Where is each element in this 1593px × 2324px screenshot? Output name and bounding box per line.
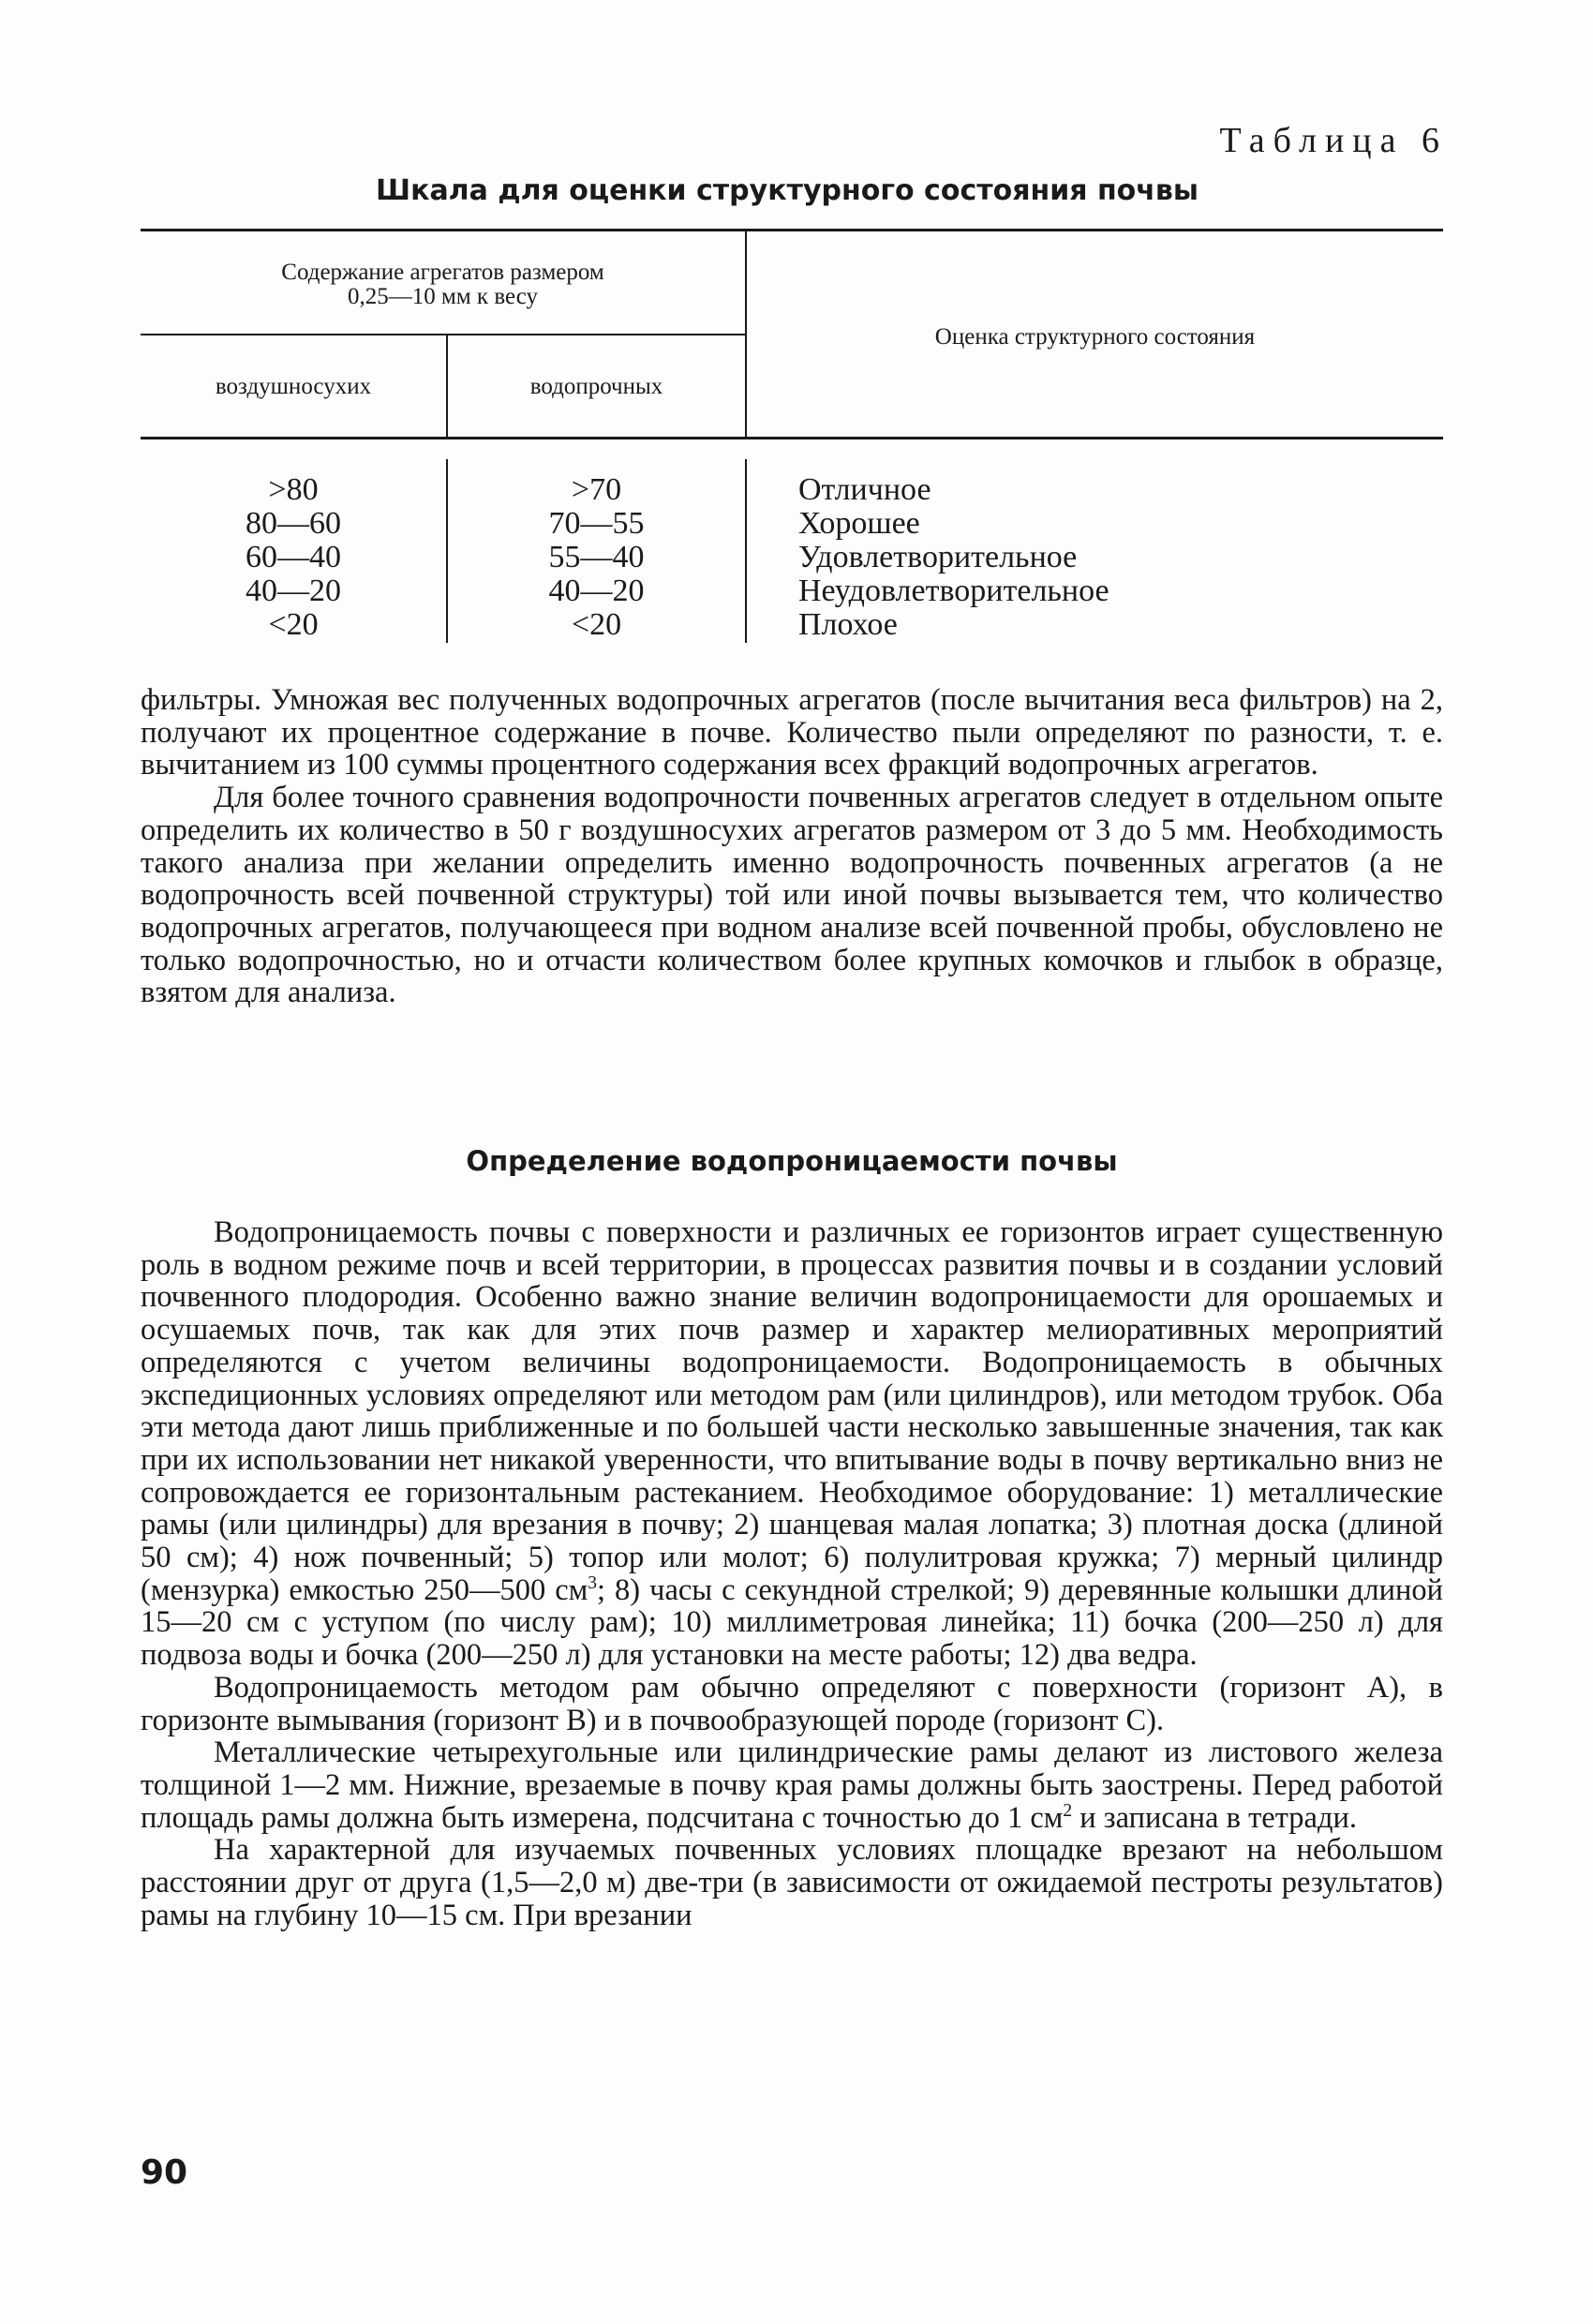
table-cell: Хорошее: [798, 506, 920, 541]
table-header-mid-rule: [141, 334, 745, 335]
table-title: Шкала для оценки структурного состояния почвы: [376, 174, 1198, 207]
text-block-1: [141, 684, 1443, 1009]
table-top-rule: [141, 229, 1443, 231]
paragraph-5: [141, 1736, 1443, 1834]
table-cell: 55—40: [548, 540, 645, 574]
text-block-2: [141, 1216, 1443, 1931]
paragraph-4: Водопроницаемость методом рам обычно определяют с поверхности (горизонт А), в горизонте вымывания (горизонт В) и в почвообразующей породе (горизонт С).: [141, 1670, 1443, 1737]
paragraph-1: фильтры. Умножая вес полученных водопрочных агрегатов (после вычитания веса фильтров) на 2, получают их процентное содержание в почве. Количество пыли определяют по разности, т. е. вычитанием из 100 суммы процентного содержания всех фракций водопрочных агрегатов.: [141, 683, 1443, 782]
table-label: Таблица 6: [1219, 121, 1448, 160]
header-group: [141, 261, 745, 309]
header-air-dry: воздушносухих: [215, 374, 372, 399]
table-cell: 80—60: [246, 506, 341, 541]
column-evaluation: [798, 473, 1436, 642]
table-vline-body-2: [745, 459, 747, 643]
table-cell: >70: [571, 472, 622, 507]
header-evaluation: Оценка структурного состояния: [934, 324, 1256, 350]
paragraph-2: Для более точного сравнения водопрочности почвенных агрегатов следует в отдельном опыте определить их количество в 50 г воздушносухих агрегатов размером от 3 до 5 мм. Необходимость такого анализа при желании определить именно водопрочность почвенных агрегатов (а не водопрочность всей почвенной структуры) той или иной почвы вызывается тем, что количество водопрочных агрегатов, получающееся при водном анализе всей почвенной пробы, обусловлено не только водопрочностью, но и отчасти количеством более крупных комочков и глыбок в образце, взятом для анализа.: [141, 781, 1443, 1010]
section-title: Определение водопроницаемости почвы: [466, 1145, 1118, 1177]
header-group-line-2: 0,25—10 мм к весу: [348, 284, 538, 309]
page-number: 90: [141, 2153, 188, 2192]
paragraph-5-part-a: Металлические четырехугольные или цилиндрические рамы делают из листового железа толщиной 1—2 мм. Нижние, врезаемые в почву края рамы должны быть заострены. Перед работой площадь рамы должна быть измерена, подсчитана с точностью до 1 см: [141, 1736, 1443, 1835]
table-cell: <20: [268, 607, 319, 642]
paragraph-6: На характерной для изучаемых почвенных условиях площадке врезают на небольшом расстоянии друг от друга (1,5—2,0 м) две-три (в зависимости от ожидаемой пестроты результатов) рамы на глубину 10—15 см. При врезании: [141, 1833, 1443, 1932]
header-water-stable: водопрочных: [529, 374, 663, 399]
table-header-bottom-rule: [141, 437, 1443, 439]
superscript-2: 2: [1063, 1800, 1073, 1821]
table-cell: Плохое: [798, 607, 898, 642]
column-water-stable: [448, 473, 745, 642]
column-air-dry: [141, 473, 446, 642]
table-cell: 40—20: [246, 574, 341, 608]
table-cell: 40—20: [548, 574, 645, 608]
table-cell: >80: [268, 472, 319, 507]
paragraph-3-part-b: ; 8) часы с секундной стрелкой; 9) деревянные колышки длиной 15—20 см с уступом (по числу рам); 10) миллиметровая линейка; 11) бочка (200—250 л) для подвоза воды и бочка (200—250 л) для установки на месте работы; 12) два ведра.: [141, 1572, 1443, 1673]
table-cell: 70—55: [548, 506, 645, 541]
table-cell: <20: [571, 607, 622, 642]
table-cell: 60—40: [246, 540, 341, 574]
header-group-line-1: Содержание агрегатов размером: [281, 260, 604, 285]
paragraph-5-part-b: и записана в тетради.: [1072, 1800, 1358, 1835]
table-cell: Удовлетворительное: [798, 540, 1078, 574]
table-cell: Неудовлетворительное: [798, 574, 1109, 608]
paragraph-3: [141, 1216, 1443, 1672]
table-cell: Отличное: [798, 472, 931, 507]
paragraph-3-part-a: Водопроницаемость почвы с поверхности и различных ее горизонтов играет существенную роль в водном режиме почв и всей территории, в процессах развития почвы и в создании условий почвенного плодородия. Особенно важно знание величин водопроницаемости для орошаемых и осушаемых почв, так как для этих почв размер и характер мелиоративных мероприятий определяются с учетом величины водопроницаемости. Водопроницаемость в обычных экспедиционных условиях определяют или методом рам (или цилиндров), или методом трубок. Оба эти метода дают лишь приближенные и по большей части несколько завышенные значения, так как при их использовании нет никакой уверенности, что впитывание воды в почву вертикально вниз не сопровождается ее горизонтальным растеканием. Необходимое оборудование: 1) металлические рамы (или цилиндры) для врезания в почву; 2) шанцевая малая лопатка; 3) плотная доска (длиной 50 см); 4) нож почвенный; 5) топор или молот; 6) полулитровая кружка; 7) мерный цилиндр (мензурка) емкостью 250—500 см: [141, 1215, 1443, 1607]
superscript-3: 3: [588, 1572, 598, 1593]
